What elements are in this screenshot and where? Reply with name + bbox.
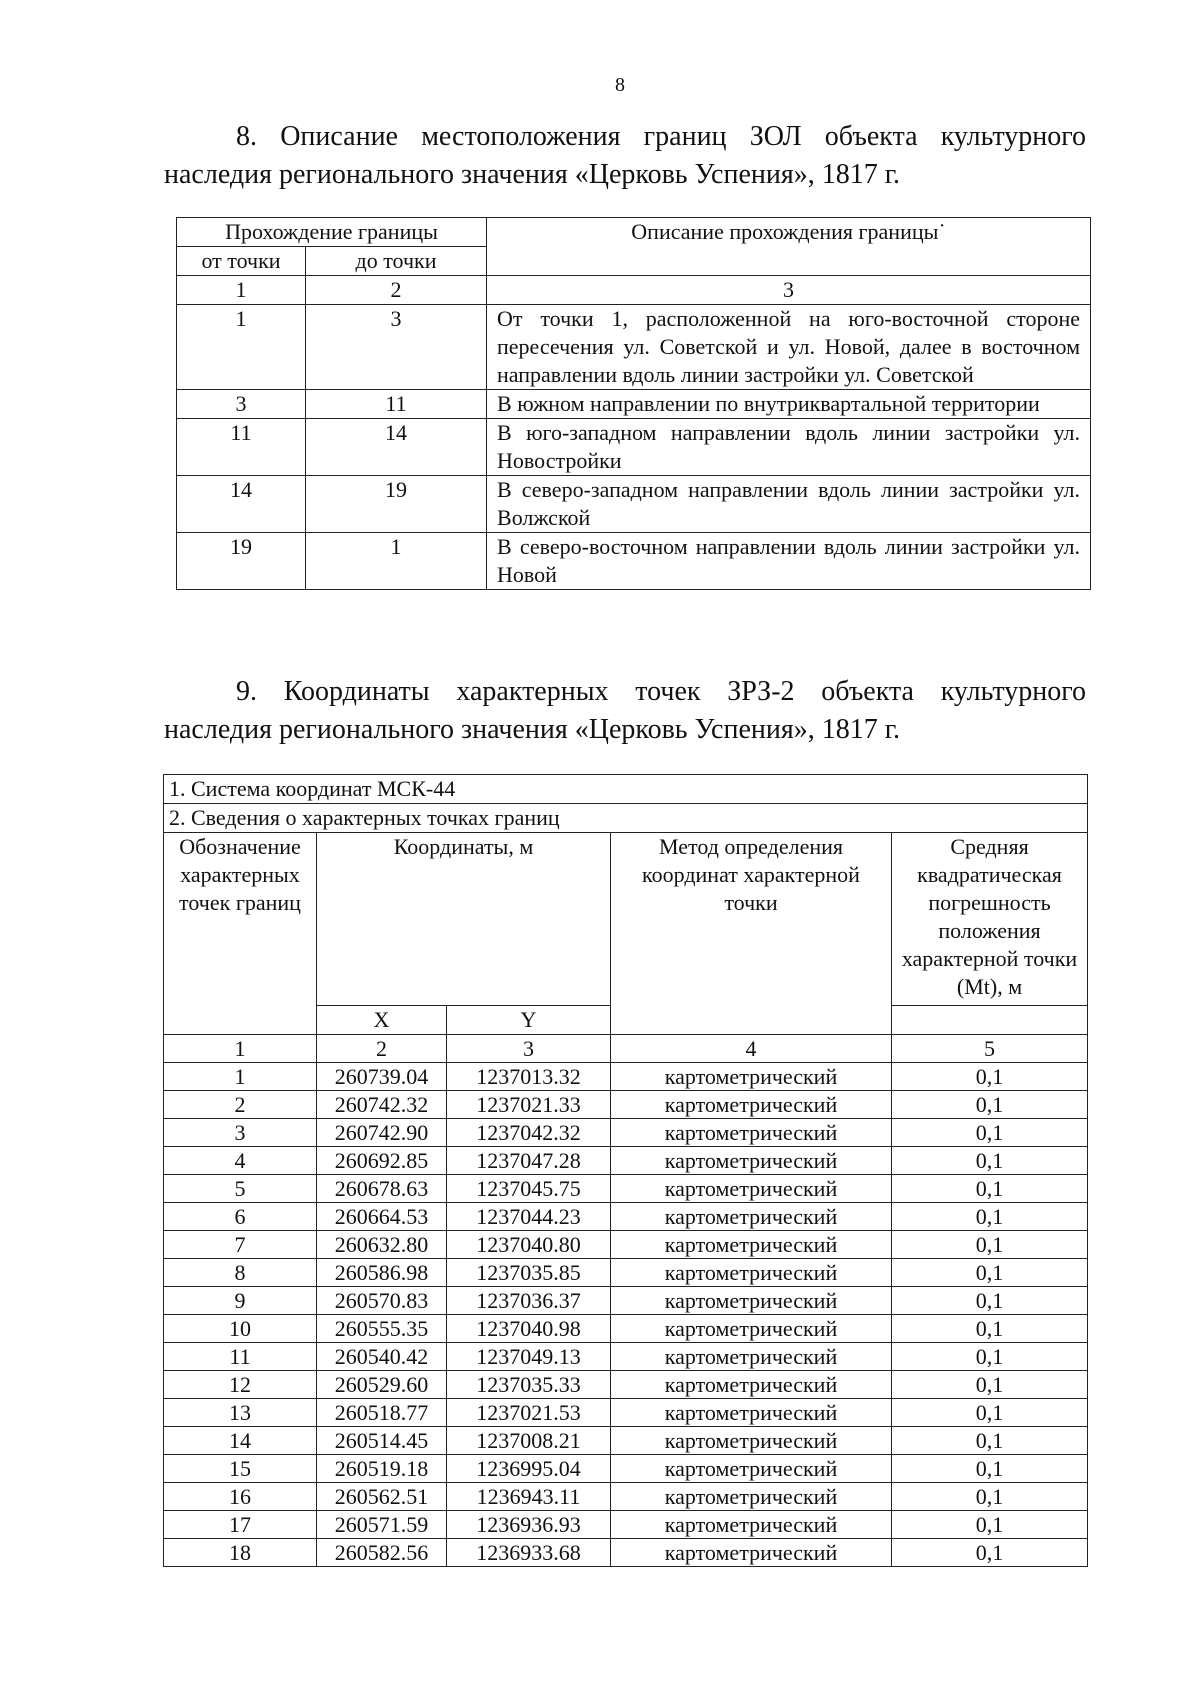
mean-error-cell: 0,1 — [892, 1539, 1088, 1567]
mean-error-cell: 0,1 — [892, 1483, 1088, 1511]
page-number: 8 — [615, 74, 625, 96]
mean-error-cell: 0,1 — [892, 1427, 1088, 1455]
column-number: 1 — [164, 1035, 317, 1063]
coordinate-row — [164, 1091, 1088, 1119]
coordinate-row — [164, 1483, 1088, 1511]
y-coordinate-cell: 1237035.33 — [447, 1371, 611, 1399]
mean-error-cell: 0,1 — [892, 1343, 1088, 1371]
header-passage: Прохождение границы — [177, 218, 487, 247]
point-number-cell: 14 — [164, 1427, 317, 1455]
y-coordinate-cell: 1237008.21 — [447, 1427, 611, 1455]
section-8-heading-line-2: наследия регионального значения «Церковь Успения», 1817 г. — [164, 159, 901, 190]
to-point-cell: 3 — [306, 305, 487, 390]
method-cell: картометрический — [611, 1455, 892, 1483]
mean-error-cell: 0,1 — [892, 1091, 1088, 1119]
method-cell: картометрический — [611, 1203, 892, 1231]
point-number-cell: 7 — [164, 1231, 317, 1259]
coordinate-row — [164, 1455, 1088, 1483]
mean-error-cell: 0,1 — [892, 1203, 1088, 1231]
point-number-cell: 13 — [164, 1399, 317, 1427]
coords-header-row — [164, 833, 1088, 1006]
coordinates-table — [163, 774, 1088, 1567]
column-number: 3 — [447, 1035, 611, 1063]
point-number-cell: 18 — [164, 1539, 317, 1567]
mean-error-cell: 0,1 — [892, 1063, 1088, 1091]
y-coordinate-cell: 1236995.04 — [447, 1455, 611, 1483]
coordinate-row — [164, 1399, 1088, 1427]
y-coordinate-cell: 1237045.75 — [447, 1175, 611, 1203]
x-coordinate-cell: 260540.42 — [317, 1343, 447, 1371]
x-coordinate-cell: 260632.80 — [317, 1231, 447, 1259]
x-coordinate-cell: 260692.85 — [317, 1147, 447, 1175]
header-mean-error: Средняя квадратическая погрешность положения характерной точки (Mt), м — [892, 833, 1088, 1006]
method-cell: картометрический — [611, 1399, 892, 1427]
method-cell: картометрический — [611, 1287, 892, 1315]
y-coordinate-cell: 1237035.85 — [447, 1259, 611, 1287]
point-number-cell: 2 — [164, 1091, 317, 1119]
coordinate-row — [164, 1427, 1088, 1455]
x-coordinate-cell: 260664.53 — [317, 1203, 447, 1231]
method-cell: картометрический — [611, 1259, 892, 1287]
column-number: 2 — [306, 276, 487, 305]
method-cell: картометрический — [611, 1343, 892, 1371]
y-coordinate-cell: 1237040.80 — [447, 1231, 611, 1259]
mean-error-cell: 0,1 — [892, 1511, 1088, 1539]
section-9-heading-line-1: 9. Координаты характерных точек ЗРЗ-2 объекта культурного — [236, 676, 1086, 707]
x-coordinate-cell: 260570.83 — [317, 1287, 447, 1315]
x-coordinate-cell: 260562.51 — [317, 1483, 447, 1511]
mean-error-cell: 0,1 — [892, 1231, 1088, 1259]
x-coordinate-cell: 260519.18 — [317, 1455, 447, 1483]
coordinate-row — [164, 1259, 1088, 1287]
method-cell: картометрический — [611, 1175, 892, 1203]
points-info: 2. Сведения о характерных точках границ — [164, 804, 1088, 833]
boundary-row — [177, 476, 1091, 533]
mean-error-cell: 0,1 — [892, 1399, 1088, 1427]
y-coordinate-cell: 1237021.33 — [447, 1091, 611, 1119]
point-number-cell: 17 — [164, 1511, 317, 1539]
x-coordinate-cell: 260742.32 — [317, 1091, 447, 1119]
y-coordinate-cell: 1236943.11 — [447, 1483, 611, 1511]
method-cell: картометрический — [611, 1231, 892, 1259]
section-9-heading-line-2: наследия регионального значения «Церковь Успения», 1817 г. — [164, 714, 901, 745]
method-cell: картометрический — [611, 1539, 892, 1567]
point-number-cell: 11 — [164, 1343, 317, 1371]
y-coordinate-cell: 1237040.98 — [447, 1315, 611, 1343]
header-method: Метод определения координат характерной точки — [611, 833, 892, 1035]
coordinate-system: 1. Система координат МСК-44 — [164, 775, 1088, 804]
to-point-cell: 11 — [306, 390, 487, 419]
column-number: 5 — [892, 1035, 1088, 1063]
coordinate-row — [164, 1119, 1088, 1147]
mean-error-cell: 0,1 — [892, 1259, 1088, 1287]
point-number-cell: 12 — [164, 1371, 317, 1399]
coordinate-row — [164, 1539, 1088, 1567]
description-cell: В юго-западном направлении вдоль линии застройки ул. Новостройки — [487, 419, 1091, 476]
boundary-row — [177, 390, 1091, 419]
header-to-point: до точки — [306, 247, 487, 276]
point-number-cell: 16 — [164, 1483, 317, 1511]
header-designation: Обозначение характерных точек границ — [164, 833, 317, 1035]
point-number-cell: 3 — [164, 1119, 317, 1147]
y-coordinate-cell: 1237044.23 — [447, 1203, 611, 1231]
mean-error-cell: 0,1 — [892, 1119, 1088, 1147]
method-cell: картометрический — [611, 1371, 892, 1399]
to-point-cell: 19 — [306, 476, 487, 533]
header-y: Y — [447, 1006, 611, 1035]
mean-error-cell: 0,1 — [892, 1315, 1088, 1343]
method-cell: картометрический — [611, 1119, 892, 1147]
boundary-description-table — [176, 217, 1091, 590]
coordinate-system-row — [164, 775, 1088, 804]
point-number-cell: 8 — [164, 1259, 317, 1287]
column-number: 4 — [611, 1035, 892, 1063]
description-cell: В южном направлении по внутриквартальной территории — [487, 390, 1091, 419]
x-coordinate-cell: 260555.35 — [317, 1315, 447, 1343]
coords-column-numbers-row — [164, 1035, 1088, 1063]
header-coordinates: Координаты, м — [317, 833, 611, 1006]
coordinate-row — [164, 1343, 1088, 1371]
y-coordinate-cell: 1237021.53 — [447, 1399, 611, 1427]
y-coordinate-cell: 1237049.13 — [447, 1343, 611, 1371]
point-number-cell: 4 — [164, 1147, 317, 1175]
method-cell: картометрический — [611, 1315, 892, 1343]
coordinate-row — [164, 1147, 1088, 1175]
x-coordinate-cell: 260742.90 — [317, 1119, 447, 1147]
coordinate-row — [164, 1175, 1088, 1203]
y-coordinate-cell: 1236933.68 — [447, 1539, 611, 1567]
header-description: Описание прохождения границы˙ — [487, 218, 1091, 276]
method-cell: картометрический — [611, 1063, 892, 1091]
mean-error-cell: 0,1 — [892, 1147, 1088, 1175]
header-from-point: от точки — [177, 247, 306, 276]
y-coordinate-cell: 1237042.32 — [447, 1119, 611, 1147]
header-x: X — [317, 1006, 447, 1035]
from-point-cell: 3 — [177, 390, 306, 419]
method-cell: картометрический — [611, 1511, 892, 1539]
mean-error-cell: 0,1 — [892, 1175, 1088, 1203]
x-coordinate-cell: 260518.77 — [317, 1399, 447, 1427]
boundary-header-row — [177, 218, 1091, 247]
point-number-cell: 5 — [164, 1175, 317, 1203]
y-coordinate-cell: 1237013.32 — [447, 1063, 611, 1091]
points-info-row — [164, 804, 1088, 833]
y-coordinate-cell: 1237036.37 — [447, 1287, 611, 1315]
boundary-row — [177, 419, 1091, 476]
method-cell: картометрический — [611, 1091, 892, 1119]
coordinate-row — [164, 1315, 1088, 1343]
mean-error-cell: 0,1 — [892, 1371, 1088, 1399]
description-cell: В северо-восточном направлении вдоль линии застройки ул. Новой — [487, 533, 1091, 590]
coordinate-row — [164, 1063, 1088, 1091]
section-8-heading — [164, 118, 1086, 194]
y-coordinate-cell: 1236936.93 — [447, 1511, 611, 1539]
y-coordinate-cell: 1237047.28 — [447, 1147, 611, 1175]
x-coordinate-cell: 260514.45 — [317, 1427, 447, 1455]
x-coordinate-cell: 260582.56 — [317, 1539, 447, 1567]
x-coordinate-cell: 260739.04 — [317, 1063, 447, 1091]
x-coordinate-cell: 260586.98 — [317, 1259, 447, 1287]
boundary-row — [177, 533, 1091, 590]
point-number-cell: 15 — [164, 1455, 317, 1483]
to-point-cell: 1 — [306, 533, 487, 590]
point-number-cell: 9 — [164, 1287, 317, 1315]
method-cell: картометрический — [611, 1427, 892, 1455]
x-coordinate-cell: 260678.63 — [317, 1175, 447, 1203]
coordinate-row — [164, 1511, 1088, 1539]
column-number: 1 — [177, 276, 306, 305]
from-point-cell: 11 — [177, 419, 306, 476]
header-error-blank — [892, 1006, 1088, 1035]
column-number: 3 — [487, 276, 1091, 305]
point-number-cell: 6 — [164, 1203, 317, 1231]
boundary-column-numbers-row — [177, 276, 1091, 305]
x-coordinate-cell: 260571.59 — [317, 1511, 447, 1539]
coordinate-row — [164, 1287, 1088, 1315]
point-number-cell: 10 — [164, 1315, 317, 1343]
coordinate-row — [164, 1371, 1088, 1399]
from-point-cell: 14 — [177, 476, 306, 533]
from-point-cell: 1 — [177, 305, 306, 390]
method-cell: картометрический — [611, 1147, 892, 1175]
point-number-cell: 1 — [164, 1063, 317, 1091]
coordinate-row — [164, 1231, 1088, 1259]
description-cell: В северо-западном направлении вдоль линии застройки ул. Волжской — [487, 476, 1091, 533]
method-cell: картометрический — [611, 1483, 892, 1511]
boundary-row — [177, 305, 1091, 390]
description-cell: От точки 1, расположенной на юго-восточной стороне пересечения ул. Советской и ул. Новой, далее в восточном направлении вдоль линии застройки ул. Советской — [487, 305, 1091, 390]
x-coordinate-cell: 260529.60 — [317, 1371, 447, 1399]
to-point-cell: 14 — [306, 419, 487, 476]
mean-error-cell: 0,1 — [892, 1455, 1088, 1483]
section-8-heading-line-1: 8. Описание местоположения границ ЗОЛ объекта культурного — [236, 121, 1086, 152]
coordinate-row — [164, 1203, 1088, 1231]
section-9-heading — [164, 673, 1086, 749]
from-point-cell: 19 — [177, 533, 306, 590]
mean-error-cell: 0,1 — [892, 1287, 1088, 1315]
column-number: 2 — [317, 1035, 447, 1063]
